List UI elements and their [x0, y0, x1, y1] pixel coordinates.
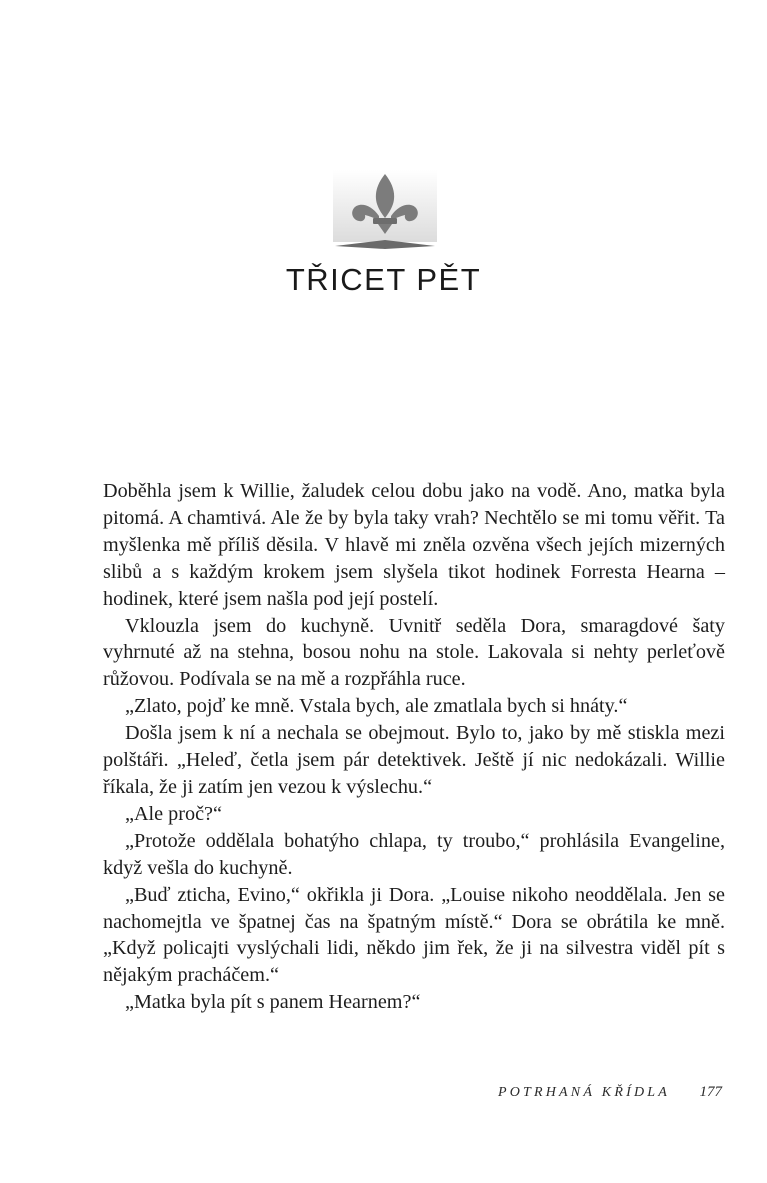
page-footer	[498, 1084, 722, 1101]
paragraph: Vklouzla jsem do kuchyně. Uvnitř seděla Dora, smaragdové šaty vyhrnuté až na stehna, bosou nohu na stole. Lakovala si nehty perleťově růžovou. Podívala se na mě a rozpřáhla ruce.	[103, 614, 725, 691]
paragraph: „Buď zticha, Evino,“ okřikla ji Dora. „Louise nikoho neoddělala. Jen se nachomejtla ve špatnej čas na špatným místě.“ Dora se obrátila ke mně. „Když policajti vyslýchali lidi, někdo jim řek, že ji na silvestra viděl pít s nějakým pracháčem.“	[103, 883, 725, 987]
chapter-title: TŘICET PĚT	[285, 262, 482, 297]
fleur-de-lis-icon	[333, 170, 437, 252]
page-number: 177	[699, 1084, 722, 1100]
paragraph: „Ale proč?“	[125, 802, 222, 825]
paragraph: Došla jsem k ní a nechala se obejmout. Bylo to, jako by mě stiskla mezi polštáři. „Heleď, četla jsem pár detektivek. Ještě jí nic nedokázali. Willie říkala, že ji zatím jen vezou k výslechu.“	[103, 722, 725, 798]
paragraph: „Zlato, pojď ke mně. Vstala bych, ale zmatlala bych si hnáty.“	[125, 695, 628, 718]
paragraph: Doběhla jsem k Willie, žaludek celou dobu jako na vodě. Ano, matka byla pitomá. A chamtivá. Ale že by byla taky vrah? Nechtělo se mi tomu věřit. Ta myšlenka mě příliš děsila. V hlavě mi zněla ozvěna všech jejích mizerných slibů a s každým krokem jsem slyšela tikot hodinek Forresta Hearna – hodinek, které jsem našla pod její postelí.	[103, 480, 725, 610]
paragraph: „Matka byla pít s panem Hearnem?“	[125, 991, 421, 1014]
chapter-body	[103, 478, 725, 1016]
running-title: POTRHANÁ KŘÍDLA	[497, 1085, 670, 1100]
paragraph: „Protože oddělala bohatýho chlapa, ty troubo,“ prohlásila Evangeline, když vešla do kuchyně.	[103, 829, 725, 879]
